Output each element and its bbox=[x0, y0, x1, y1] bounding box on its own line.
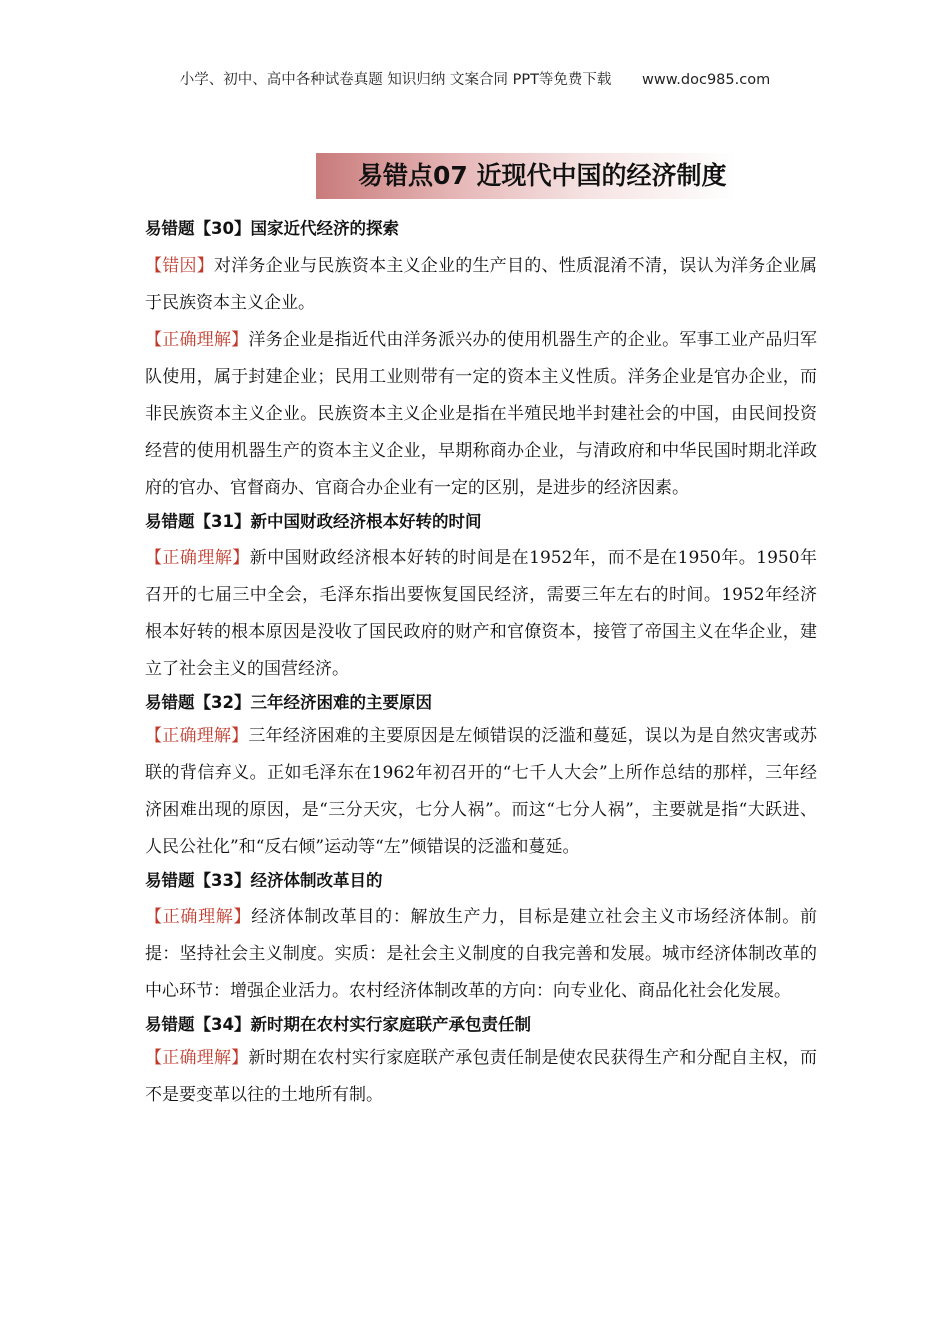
item-30 bbox=[145, 214, 817, 507]
item-title: 易错题【31】新中国财政经济根本好转的时间 bbox=[145, 512, 482, 531]
item-title: 易错题【34】新时期在农村实行家庭联产承包责任制 bbox=[145, 1015, 531, 1034]
item-32 bbox=[145, 688, 817, 866]
item-tag: 【正确理解】 bbox=[145, 548, 250, 568]
item-text: 新中国财政经济根本好转的时间是在1952年，而不是在1950年。1950年召开的七届三中全会，毛泽东指出要恢复国民经济，需要三年左右的时间。1952年经济根本好转的根本原因是没收了国民政府的财产和官僚资本，接管了帝国主义在华企业，建立了社会主义的国营经济。 bbox=[145, 548, 817, 679]
item-paragraph bbox=[145, 899, 817, 1010]
item-text: 新时期在农村实行家庭联产承包责任制是使农民获得生产和分配自主权，而不是要变革以往的土地所有制。 bbox=[145, 1048, 817, 1105]
item-paragraph bbox=[145, 718, 817, 866]
item-tag: 【正确理解】 bbox=[145, 907, 252, 927]
item-text: 三年经济困难的主要原因是左倾错误的泛滥和蔓延，误以为是自然灾害或苏联的背信弃义。正如毛泽东在1962年初召开的“七千人大会”上所作总结的那样，三年经济困难出现的原因，是“三分天灾，七分人祸”。而这“七分人祸”，主要就是指“大跃进、人民公社化”和“反右倾”运动等“左”倾错误的泛滥和蔓延。 bbox=[145, 726, 817, 857]
item-paragraph bbox=[145, 248, 817, 322]
item-text: 经济体制改革目的：解放生产力，目标是建立社会主义市场经济体制。前提：坚持社会主义制度。实质：是社会主义制度的自我完善和发展。城市经济体制改革的中心环节：增强企业活力。农村经济体制改革的方向：向专业化、商品化社会化发展。 bbox=[145, 907, 818, 1001]
item-tag: 【正确理解】 bbox=[145, 726, 249, 746]
item-tag: 【正确理解】 bbox=[145, 330, 249, 350]
page-header bbox=[0, 68, 950, 89]
item-title: 易错题【30】国家近代经济的探索 bbox=[145, 219, 399, 238]
item-text: 洋务企业是指近代由洋务派兴办的使用机器生产的企业。军事工业产品归军队使用，属于封建企业；民用工业则带有一定的资本主义性质。洋务企业是官办企业，而非民族资本主义企业。民族资本主义企业是指在半殖民地半封建社会的中国，由民间投资经营的使用机器生产的资本主义企业，早期称商办企业，与清政府和中华民国时期北洋政府的官办、官督商办、官商合办企业有一定的区别，是进步的经济因素。 bbox=[145, 330, 817, 498]
item-paragraph bbox=[145, 540, 817, 688]
header-site-link[interactable]: www.doc985.com bbox=[642, 72, 771, 88]
item-34 bbox=[145, 1010, 817, 1114]
item-tag: 【正确理解】 bbox=[145, 1048, 249, 1068]
page-title: 易错点07 近现代中国的经济制度 bbox=[358, 161, 727, 190]
item-33 bbox=[145, 866, 817, 1010]
item-text: 对洋务企业与民族资本主义企业的生产目的、性质混淆不清，误认为洋务企业属于民族资本主义企业。 bbox=[145, 256, 818, 313]
item-tag: 【错因】 bbox=[145, 256, 214, 276]
item-title: 易错题【33】经济体制改革目的 bbox=[145, 871, 383, 890]
content bbox=[145, 214, 817, 1114]
item-31 bbox=[145, 507, 817, 688]
header-text: 小学、初中、高中各种试卷真题 知识归纳 文案合同 PPT等免费下载 bbox=[179, 72, 612, 88]
item-paragraph bbox=[145, 1040, 817, 1114]
item-title: 易错题【32】三年经济困难的主要原因 bbox=[145, 693, 432, 712]
item-paragraph bbox=[145, 322, 817, 507]
